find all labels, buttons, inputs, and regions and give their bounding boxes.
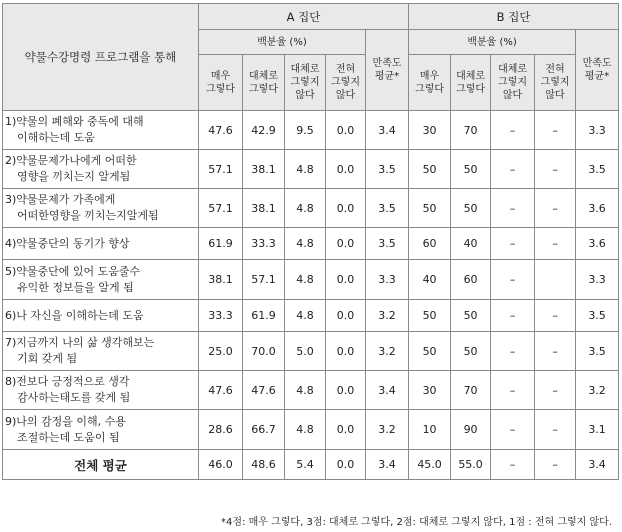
group-b-satisfaction-header <box>576 30 619 111</box>
cell-a-satisfaction: 3.4 <box>366 111 409 150</box>
cell-b-satisfaction: 3.5 <box>576 332 619 371</box>
cell-b-never: – <box>535 332 576 371</box>
row-label-line: 6)나 자신을 이해하는데 도움 <box>5 308 144 322</box>
cell-b-mostly-yes: 90 <box>451 410 491 450</box>
cell-a-never: 0.0 <box>326 332 366 371</box>
cell-b-mostly-no: – <box>491 228 535 260</box>
cell-b-never: – <box>535 228 576 260</box>
cell-a-mostly-no: 4.8 <box>285 371 326 410</box>
row-label <box>3 300 199 332</box>
table-row <box>3 332 619 371</box>
row-label-line: 8)전보다 긍정적으로 생각 <box>5 375 130 388</box>
cell-b-very-yes: 50 <box>409 189 451 228</box>
cell-a-very-yes: 33.3 <box>199 300 243 332</box>
row-label-line: 3)약물문제가 가족에게 <box>5 193 116 206</box>
row-label <box>3 371 199 410</box>
cell-b-very-yes: 50 <box>409 150 451 189</box>
total-b-mostly-yes: 55.0 <box>451 450 491 480</box>
row-label-line: 유익한 정보들을 알게 됨 <box>17 280 134 294</box>
cell-b-very-yes: 40 <box>409 260 451 300</box>
group-a-satisfaction-header <box>366 30 409 111</box>
row-label <box>3 111 199 150</box>
row-label <box>3 260 199 300</box>
cell-b-mostly-no: – <box>491 371 535 410</box>
row-label <box>3 228 199 260</box>
cell-b-mostly-no: – <box>491 300 535 332</box>
cell-a-mostly-no: 9.5 <box>285 111 326 150</box>
cell-b-mostly-yes: 50 <box>451 189 491 228</box>
col-header-very-yes: 매우 그렇다 <box>199 55 243 111</box>
table-row <box>3 260 619 300</box>
total-a-never: 0.0 <box>326 450 366 480</box>
cell-a-never: 0.0 <box>326 260 366 300</box>
cell-b-satisfaction: 3.6 <box>576 228 619 260</box>
cell-b-mostly-no: – <box>491 189 535 228</box>
cell-b-never: – <box>535 300 576 332</box>
cell-a-mostly-no: 4.8 <box>285 260 326 300</box>
row-label-line: 1)약물의 폐해와 중독에 대해 <box>5 115 144 128</box>
cell-a-never: 0.0 <box>326 300 366 332</box>
row-label-line: 2)약물문제가나에게 어떠한 <box>5 154 137 167</box>
cell-a-never: 0.0 <box>326 111 366 150</box>
cell-b-mostly-yes: 70 <box>451 111 491 150</box>
col-header-never: 전혀 그렇지 않다 <box>326 55 366 111</box>
row-label-line: 감사하는태도를 갖게 됨 <box>17 391 131 404</box>
table-row <box>3 150 619 189</box>
group-b-header: B 집단 <box>409 4 619 30</box>
cell-b-very-yes: 50 <box>409 332 451 371</box>
cell-a-mostly-yes: 61.9 <box>243 300 285 332</box>
cell-a-very-yes: 47.6 <box>199 111 243 150</box>
col-header-mostly-no: 대체로 그렇지 않다 <box>491 55 535 111</box>
cell-a-mostly-no: 4.8 <box>285 228 326 260</box>
total-a-satisfaction: 3.4 <box>366 450 409 480</box>
cell-b-very-yes: 30 <box>409 111 451 150</box>
cell-b-satisfaction: 3.5 <box>576 150 619 189</box>
cell-a-mostly-no: 4.8 <box>285 150 326 189</box>
cell-a-very-yes: 25.0 <box>199 332 243 371</box>
cell-a-mostly-no: 4.8 <box>285 410 326 450</box>
total-label: 전체 평균 <box>3 450 199 480</box>
cell-a-mostly-yes: 66.7 <box>243 410 285 450</box>
row-label-line: 영향을 끼치는지 알게됨 <box>17 170 131 183</box>
cell-b-mostly-no: – <box>491 150 535 189</box>
total-a-mostly-yes: 48.6 <box>243 450 285 480</box>
table-row <box>3 228 619 260</box>
cell-a-never: 0.0 <box>326 410 366 450</box>
cell-a-never: 0.0 <box>326 150 366 189</box>
total-a-very-yes: 46.0 <box>199 450 243 480</box>
table-row <box>3 300 619 332</box>
cell-b-mostly-yes: 50 <box>451 332 491 371</box>
total-b-never: – <box>535 450 576 480</box>
row-label-line: 4)약물중단의 동기가 향상 <box>5 236 130 250</box>
satisfaction-line-2: 평균* <box>584 71 610 82</box>
cell-b-very-yes: 60 <box>409 228 451 260</box>
cell-b-mostly-no: – <box>491 332 535 371</box>
row-label-line: 이해하는데 도움 <box>17 131 95 144</box>
footnote: *4점: 매우 그렇다, 3점: 대체로 그렇다, 2점: 대체로 그렇지 않다, 1점 : 전혀 그렇지 않다. <box>221 517 612 528</box>
cell-a-satisfaction: 3.3 <box>366 260 409 300</box>
total-b-mostly-no: – <box>491 450 535 480</box>
group-b-percent-header: 백분율 (%) <box>409 30 576 55</box>
row-label <box>3 410 199 450</box>
col-header-mostly-yes: 대체로 그렇다 <box>243 55 285 111</box>
cell-b-satisfaction: 3.2 <box>576 371 619 410</box>
cell-b-mostly-yes: 60 <box>451 260 491 300</box>
cell-b-never: – <box>535 410 576 450</box>
row-label <box>3 189 199 228</box>
cell-b-mostly-yes: 70 <box>451 371 491 410</box>
row-label-line: 기회 갖게 됨 <box>17 352 78 365</box>
table-header <box>3 4 619 111</box>
cell-a-never: 0.0 <box>326 228 366 260</box>
satisfaction-line-2: 평균* <box>374 71 400 82</box>
cell-a-satisfaction: 3.5 <box>366 189 409 228</box>
cell-a-very-yes: 61.9 <box>199 228 243 260</box>
table-body <box>3 111 619 450</box>
satisfaction-line-1: 만족도 <box>372 58 402 69</box>
cell-b-never: – <box>535 371 576 410</box>
cell-a-satisfaction: 3.5 <box>366 150 409 189</box>
cell-a-never: 0.0 <box>326 371 366 410</box>
cell-a-never: 0.0 <box>326 189 366 228</box>
cell-b-satisfaction: 3.3 <box>576 111 619 150</box>
cell-b-satisfaction: 3.1 <box>576 410 619 450</box>
cell-a-satisfaction: 3.2 <box>366 300 409 332</box>
cell-a-mostly-yes: 47.6 <box>243 371 285 410</box>
row-label-line: 어떠한영향을 끼치는지알게됨 <box>17 209 159 222</box>
cell-b-never <box>535 260 576 300</box>
cell-a-mostly-no: 4.8 <box>285 300 326 332</box>
group-a-percent-header: 백분율 (%) <box>199 30 366 55</box>
cell-a-very-yes: 38.1 <box>199 260 243 300</box>
cell-b-very-yes: 50 <box>409 300 451 332</box>
cell-a-mostly-yes: 70.0 <box>243 332 285 371</box>
total-b-satisfaction: 3.4 <box>576 450 619 480</box>
cell-b-mostly-yes: 50 <box>451 300 491 332</box>
cell-b-satisfaction: 3.3 <box>576 260 619 300</box>
row-label-line: 9)나의 감정을 이해, 수용 <box>5 414 126 428</box>
cell-a-satisfaction: 3.5 <box>366 228 409 260</box>
row-label-line: 5)약물중단에 있어 도움줄수 <box>5 264 141 278</box>
table-row <box>3 371 619 410</box>
cell-b-never: – <box>535 189 576 228</box>
cell-a-mostly-yes: 42.9 <box>243 111 285 150</box>
cell-a-very-yes: 57.1 <box>199 189 243 228</box>
cell-a-satisfaction: 3.2 <box>366 410 409 450</box>
cell-a-satisfaction: 3.4 <box>366 371 409 410</box>
col-header-mostly-yes: 대체로 그렇다 <box>451 55 491 111</box>
cell-b-very-yes: 10 <box>409 410 451 450</box>
cell-b-mostly-yes: 40 <box>451 228 491 260</box>
cell-a-mostly-yes: 33.3 <box>243 228 285 260</box>
total-row <box>3 450 619 480</box>
cell-a-mostly-no: 4.8 <box>285 189 326 228</box>
row-label-line: 조절하는데 도움이 됨 <box>17 430 120 444</box>
cell-a-very-yes: 28.6 <box>199 410 243 450</box>
cell-b-mostly-no: – <box>491 410 535 450</box>
cell-a-mostly-no: 5.0 <box>285 332 326 371</box>
cell-b-mostly-no: – <box>491 111 535 150</box>
row-label <box>3 332 199 371</box>
cell-a-very-yes: 47.6 <box>199 371 243 410</box>
satisfaction-line-1: 만족도 <box>582 58 612 69</box>
cell-a-mostly-yes: 38.1 <box>243 189 285 228</box>
group-a-header: A 집단 <box>199 4 409 30</box>
col-header-very-yes: 매우 그렇다 <box>409 55 451 111</box>
cell-b-satisfaction: 3.5 <box>576 300 619 332</box>
table-row <box>3 189 619 228</box>
row-label-line: 7)지금까지 나의 삶 생각해보는 <box>5 336 155 349</box>
row-label <box>3 150 199 189</box>
cell-b-very-yes: 30 <box>409 371 451 410</box>
cell-a-mostly-yes: 57.1 <box>243 260 285 300</box>
cell-b-mostly-yes: 50 <box>451 150 491 189</box>
total-a-mostly-no: 5.4 <box>285 450 326 480</box>
program-header: 약물수강명령 프로그램을 통해 <box>3 4 199 111</box>
col-header-mostly-no: 대체로 그렇지 않다 <box>285 55 326 111</box>
col-header-never: 전혀 그렇지 않다 <box>535 55 576 111</box>
table-row <box>3 410 619 450</box>
cell-b-never: – <box>535 111 576 150</box>
cell-b-satisfaction: 3.6 <box>576 189 619 228</box>
cell-a-mostly-yes: 38.1 <box>243 150 285 189</box>
survey-table <box>2 3 619 480</box>
cell-a-very-yes: 57.1 <box>199 150 243 189</box>
cell-b-mostly-no: – <box>491 260 535 300</box>
cell-a-satisfaction: 3.2 <box>366 332 409 371</box>
cell-b-never: – <box>535 150 576 189</box>
total-b-very-yes: 45.0 <box>409 450 451 480</box>
table-row <box>3 111 619 150</box>
